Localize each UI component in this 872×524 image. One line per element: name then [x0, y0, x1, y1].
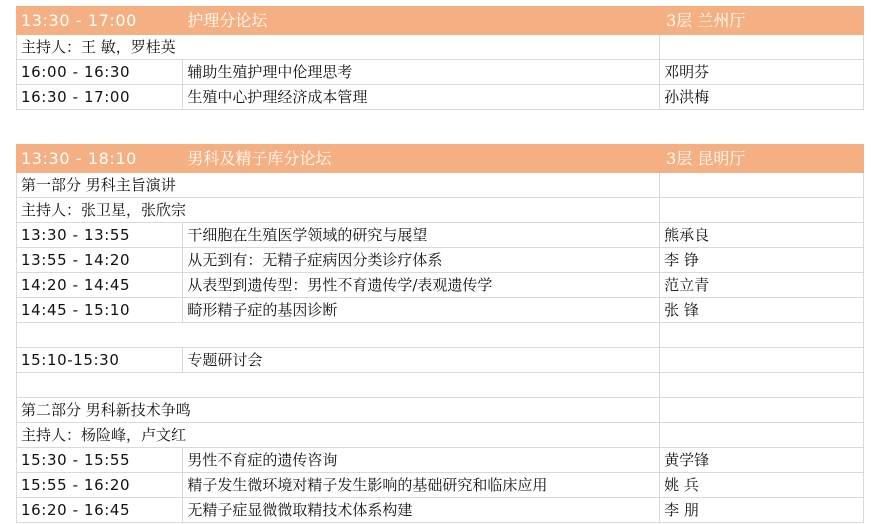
- talk-time: 16:00 - 16:30: [17, 60, 183, 85]
- empty-cell: [17, 373, 660, 398]
- empty-cell: [17, 323, 660, 348]
- section-row: [17, 35, 864, 60]
- talk-title: 生殖中心护理经济成本管理: [183, 85, 660, 110]
- talk-title: 精子发生微环境对精子发生影响的基础研究和临床应用: [183, 473, 660, 498]
- session-header: [17, 7, 864, 35]
- section-label: 主持人：杨险峰，卢文红: [17, 423, 660, 448]
- talk-time: 16:20 - 16:45: [17, 498, 183, 523]
- session-title: 护理分论坛: [183, 7, 660, 35]
- session-room: 3层 兰州厅: [660, 7, 864, 35]
- section-label: 第一部分 男科主旨演讲: [17, 173, 660, 198]
- session-room: 3层 昆明厅: [660, 145, 864, 173]
- talk-title: 专题研讨会: [183, 348, 660, 373]
- talk-time: 13:30 - 13:55: [17, 223, 183, 248]
- nursing-forum-table: [16, 6, 864, 110]
- empty-cell: [660, 423, 864, 448]
- empty-cell: [660, 35, 864, 60]
- empty-cell: [660, 373, 864, 398]
- talk-title: 从无到有：无精子症病因分类诊疗体系: [183, 248, 660, 273]
- table-row: [17, 223, 864, 248]
- empty-cell: [660, 198, 864, 223]
- talk-title: 无精子症显微微取精技术体系构建: [183, 498, 660, 523]
- section-row: [17, 423, 864, 448]
- talk-time: 15:30 - 15:55: [17, 448, 183, 473]
- table-row: [17, 473, 864, 498]
- section-label: 主持人：王 敏，罗桂英: [17, 35, 660, 60]
- andrology-forum-table: [16, 144, 864, 523]
- empty-cell: [660, 323, 864, 348]
- session-header: [17, 145, 864, 173]
- spacer-row: [17, 323, 864, 348]
- table-row: [17, 498, 864, 523]
- talk-speaker: 李 铮: [660, 248, 864, 273]
- talk-speaker: 邓明芬: [660, 60, 864, 85]
- talk-time: 14:45 - 15:10: [17, 298, 183, 323]
- talk-speaker: 范立青: [660, 273, 864, 298]
- session-title: 男科及精子库分论坛: [183, 145, 660, 173]
- section-row: [17, 398, 864, 423]
- section-row: [17, 198, 864, 223]
- table-row: [17, 448, 864, 473]
- section-label: 第二部分 男科新技术争鸣: [17, 398, 660, 423]
- talk-time: 14:20 - 14:45: [17, 273, 183, 298]
- session-time: 13:30 - 17:00: [17, 7, 183, 35]
- talk-speaker: 熊承良: [660, 223, 864, 248]
- table-row: [17, 298, 864, 323]
- talk-time: 13:55 - 14:20: [17, 248, 183, 273]
- talk-title: 男性不育症的遗传咨询: [183, 448, 660, 473]
- talk-time: 15:55 - 16:20: [17, 473, 183, 498]
- empty-cell: [660, 173, 864, 198]
- talk-time: 15:10-15:30: [17, 348, 183, 373]
- talk-speaker: 李 朋: [660, 498, 864, 523]
- session-time: 13:30 - 18:10: [17, 145, 183, 173]
- talk-speaker: 黄学锋: [660, 448, 864, 473]
- section-row: [17, 173, 864, 198]
- talk-speaker: 张 锋: [660, 298, 864, 323]
- talk-time: 16:30 - 17:00: [17, 85, 183, 110]
- section-label: 主持人：张卫星，张欣宗: [17, 198, 660, 223]
- table-row: [17, 85, 864, 110]
- talk-speaker: 姚 兵: [660, 473, 864, 498]
- spacer-row: [17, 373, 864, 398]
- talk-title: 畸形精子症的基因诊断: [183, 298, 660, 323]
- talk-title: 从表型到遗传型：男性不育遗传学/表观遗传学: [183, 273, 660, 298]
- table-row: [17, 273, 864, 298]
- talk-speaker: [660, 348, 864, 373]
- table-row: [17, 60, 864, 85]
- talk-title: 辅助生殖护理中伦理思考: [183, 60, 660, 85]
- table-row: [17, 248, 864, 273]
- talk-title: 干细胞在生殖医学领域的研究与展望: [183, 223, 660, 248]
- empty-cell: [660, 398, 864, 423]
- talk-speaker: 孙洪梅: [660, 85, 864, 110]
- table-row: [17, 348, 864, 373]
